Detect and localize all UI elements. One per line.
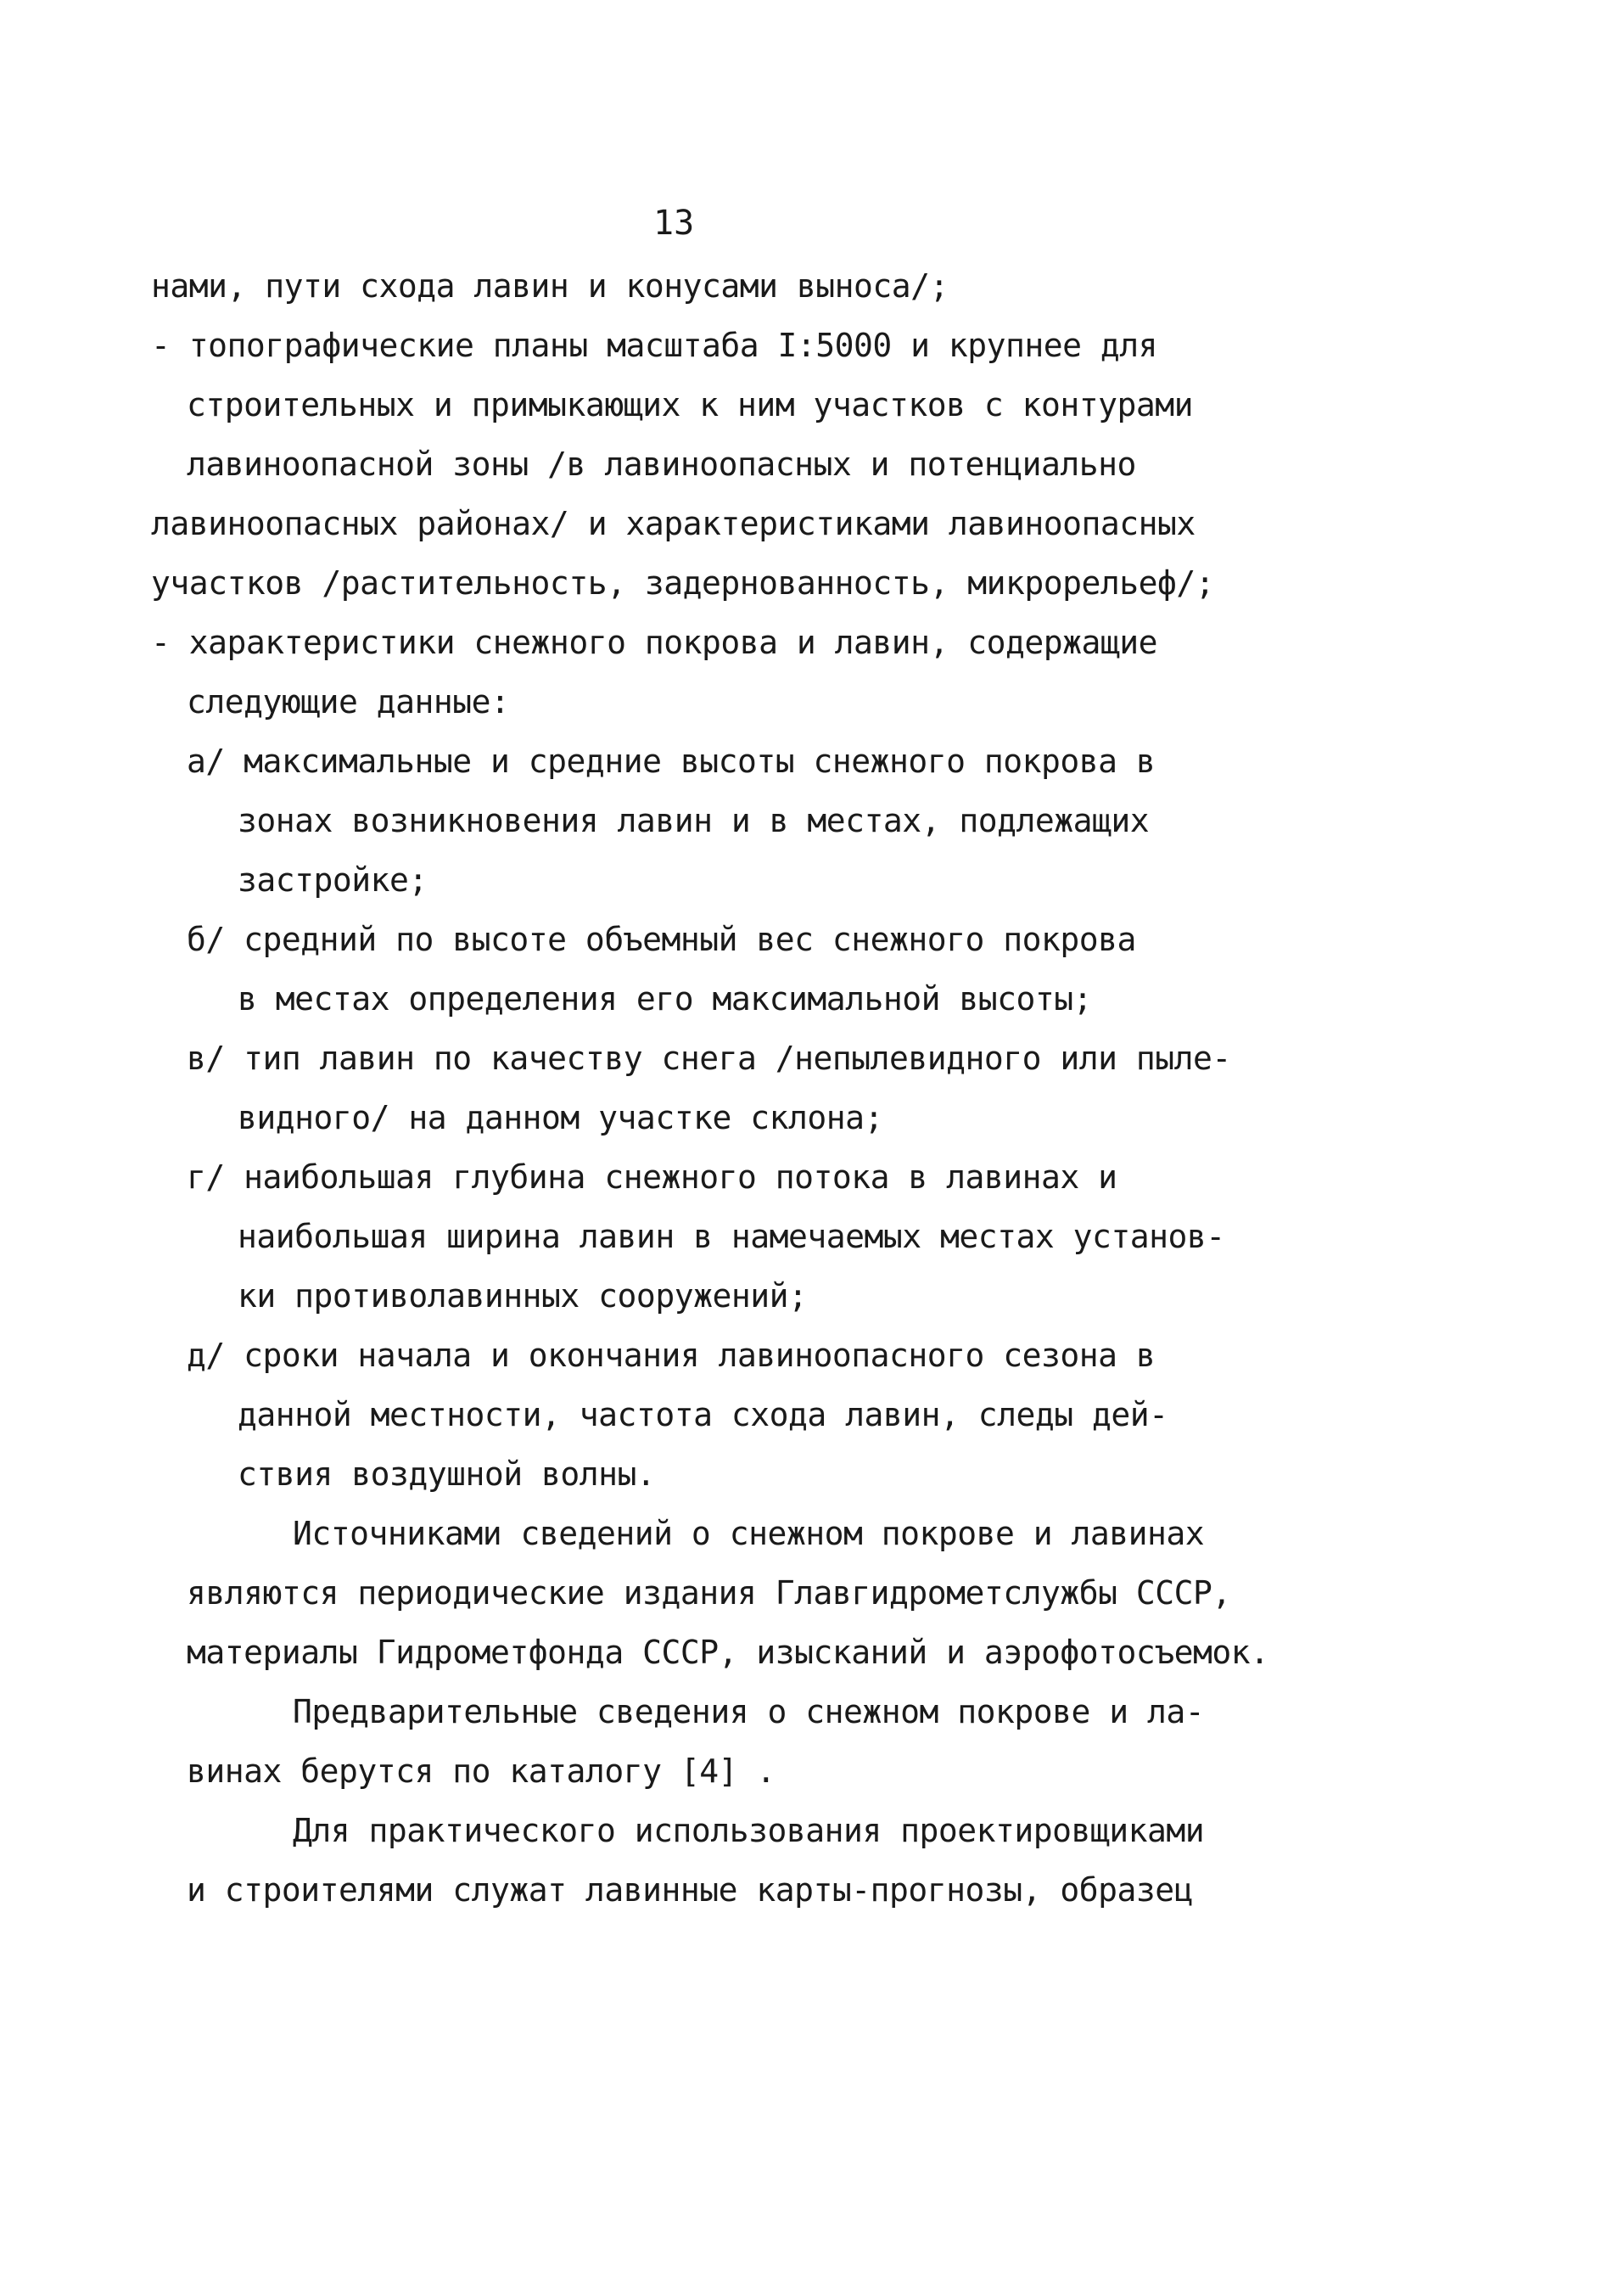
text-line: в местах определения его максимальной высоты; [238, 980, 1093, 1018]
text-line: наибольшая ширина лавин в намечаемых местах установ- [238, 1218, 1225, 1255]
page-number: 13 [653, 204, 695, 243]
text-line: а/ максимальные и средние высоты снежного покрова в [187, 743, 1156, 780]
text-line: следующие данные: [187, 683, 510, 721]
text-line: винах берутся по каталогу [4] . [187, 1752, 776, 1790]
text-line: нами, пути схода лавин и конусами выноса/; [151, 267, 949, 305]
text-line: - топографические планы масштаба I:5000 и крупнее для [151, 327, 1158, 364]
text-line: г/ наибольшая глубина снежного потока в лавинах и [187, 1158, 1117, 1196]
text-line: застройке; [238, 861, 428, 899]
text-line: строительных и примыкающих к ним участков с контурами [187, 386, 1194, 423]
text-line: участков /растительность, задернованность, микрорельеф/; [151, 564, 1215, 602]
text-line: в/ тип лавин по качеству снега /непылевидного или пыле- [187, 1040, 1231, 1077]
text-line: видного/ на данном участке склона; [238, 1099, 883, 1136]
text-line: Предварительные сведения о снежном покрове и ла- [293, 1693, 1205, 1730]
text-line: зонах возникновения лавин и в местах, подлежащих [238, 802, 1150, 839]
text-line: ствия воздушной волны. [238, 1455, 656, 1493]
text-line: являются периодические издания Главгидрометслужбы СССР, [187, 1574, 1231, 1612]
text-line: Для практического использования проектировщиками [293, 1812, 1205, 1849]
text-line: лавиноопасных районах/ и характеристиками лавиноопасных [151, 505, 1196, 542]
text-line: и строителями служат лавинные карты-прогнозы, образец [187, 1871, 1194, 1909]
text-line: лавиноопасной зоны /в лавиноопасных и потенциально [187, 446, 1136, 483]
text-line: д/ сроки начала и окончания лавиноопасного сезона в [187, 1337, 1156, 1374]
text-line: б/ средний по высоте объемный вес снежного покрова [187, 921, 1136, 958]
text-line: ки противолавинных сооружений; [238, 1277, 808, 1315]
text-line: Источниками сведений о снежном покрове и лавинах [293, 1515, 1205, 1552]
text-line: данной местности, частота схода лавин, следы дей- [238, 1396, 1168, 1433]
text-line: материалы Гидрометфонда СССР, изысканий и аэрофотосъемок. [187, 1634, 1269, 1671]
text-line: - характеристики снежного покрова и лавин, содержащие [151, 624, 1158, 661]
